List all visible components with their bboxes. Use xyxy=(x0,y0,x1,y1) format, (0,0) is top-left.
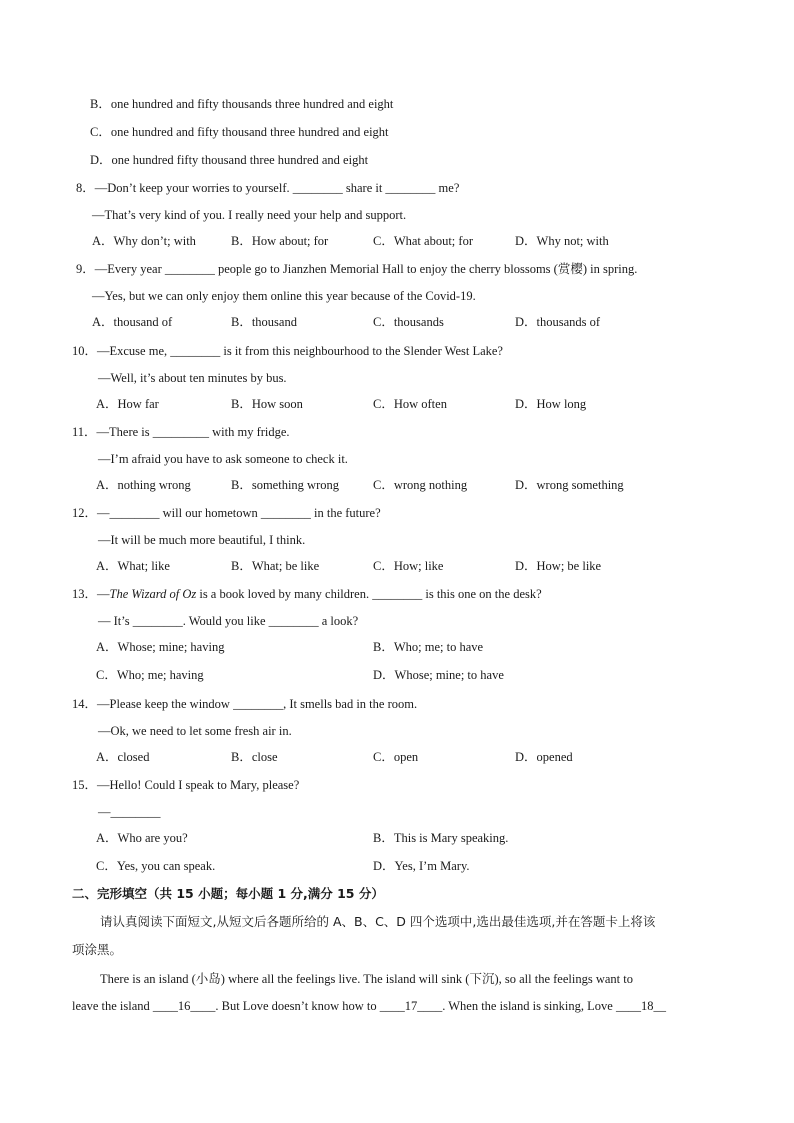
q10-option-a: A．How far xyxy=(96,397,159,411)
q14-option-c: C．open xyxy=(373,750,419,764)
q13-option-b: B．Who; me; to have xyxy=(373,640,484,654)
q15-option-d: D．Yes, I’m Mary. xyxy=(373,859,470,873)
q8-option-b: B．How about; for xyxy=(231,234,329,248)
q9-option-d: D．thousands of xyxy=(515,315,601,329)
q11-option-d: D．wrong something xyxy=(515,478,624,492)
q12-stem: 12．—________ will our hometown ________ in the future? xyxy=(72,506,381,520)
q12-option-c: C．How; like xyxy=(373,559,444,573)
q8-option-a: A．Why don’t; with xyxy=(92,234,196,248)
q14-option-b: B．close xyxy=(231,750,278,764)
q14-option-a: A．closed xyxy=(96,750,150,764)
q13-stem xyxy=(72,586,542,602)
q10-option-c: C．How often xyxy=(373,397,447,411)
q10-response: —Well, it’s about ten minutes by bus. xyxy=(98,371,287,385)
q7-option-c: C．one hundred and fifty thousand three hundred and eight xyxy=(90,125,389,139)
q13-option-c: C．Who; me; having xyxy=(96,668,204,682)
q13-option-a: A．Whose; mine; having xyxy=(96,640,225,654)
q9-option-c: C．thousands xyxy=(373,315,444,329)
q14-stem: 14．—Please keep the window ________, It smells bad in the room. xyxy=(72,697,418,711)
q10-stem: 10．—Excuse me, ________ is it from this neighbourhood to the Slender West Lake? xyxy=(72,344,503,358)
q15-stem: 15．—Hello! Could I speak to Mary, please? xyxy=(72,778,300,792)
passage-text-c: . When the island is sinking, Love xyxy=(442,999,616,1013)
blank-18: ____18__ xyxy=(615,999,666,1013)
section-instruction-cont: 项涂黑。 xyxy=(72,942,123,957)
q13-book-title: The Wizard of Oz xyxy=(109,587,197,601)
q12-option-d: D．How; be like xyxy=(515,559,602,573)
blank-16: ____16____ xyxy=(152,999,216,1013)
q8-response: —That’s very kind of you. I really need your help and support. xyxy=(92,208,407,222)
blank-17: ____17____ xyxy=(379,999,443,1013)
passage-text-b: . But Love doesn’t know how to xyxy=(215,999,380,1013)
q11-option-c: C．wrong nothing xyxy=(373,478,468,492)
q8-option-d: D．Why not; with xyxy=(515,234,609,248)
q13-option-d: D．Whose; mine; to have xyxy=(373,668,504,682)
passage-line-1: There is an island (小岛) where all the feelings live. The island will sink (下沉), so all the feelings want to xyxy=(100,972,633,986)
q14-option-d: D．opened xyxy=(515,750,573,764)
q15-option-c: C．Yes, you can speak. xyxy=(96,859,216,873)
passage-line-2 xyxy=(72,998,666,1014)
q8-option-c: C．What about; for xyxy=(373,234,473,248)
q14-response: —Ok, we need to let some fresh air in. xyxy=(98,724,292,738)
q10-option-b: B．How soon xyxy=(231,397,303,411)
q9-response: —Yes, but we can only enjoy them online this year because of the Covid-19. xyxy=(92,289,476,303)
q12-option-b: B．What; be like xyxy=(231,559,320,573)
q7-option-d: D．one hundred fifty thousand three hundred and eight xyxy=(90,153,369,167)
q13-response: — It’s ________. Would you like ________ a look? xyxy=(98,614,359,628)
q11-stem: 11．—There is _________ with my fridge. xyxy=(72,425,290,439)
q12-response: —It will be much more beautiful, I think. xyxy=(98,533,306,547)
q15-option-b: B．This is Mary speaking. xyxy=(373,831,509,845)
section-instruction: 请认真阅读下面短文,从短文后各题所给的 A、B、C、D 四个选项中,选出最佳选项,并在答题卡上将该 xyxy=(100,914,656,929)
q9-option-b: B．thousand xyxy=(231,315,297,329)
q11-option-a: A．nothing wrong xyxy=(96,478,191,492)
q15-option-a: A．Who are you? xyxy=(96,831,188,845)
q10-option-d: D．How long xyxy=(515,397,587,411)
q11-response: —I’m afraid you have to ask someone to check it. xyxy=(98,452,348,466)
q12-option-a: A．What; like xyxy=(96,559,170,573)
q13-prefix: 13．— xyxy=(72,587,110,601)
q13-stem-rest: is a book loved by many children. ________ is this one on the desk? xyxy=(196,587,542,601)
q11-option-b: B．something wrong xyxy=(231,478,339,492)
q15-response: —________ xyxy=(98,805,161,819)
section-heading: 二、完形填空（共 15 小题；每小题 1 分,满分 15 分） xyxy=(72,886,384,901)
q9-option-a: A．thousand of xyxy=(92,315,173,329)
passage-text-a: leave the island xyxy=(72,999,153,1013)
q8-stem: 8．—Don’t keep your worries to yourself. ________ share it ________ me? xyxy=(76,181,460,195)
q9-stem: 9．—Every year ________ people go to Jianzhen Memorial Hall to enjoy the cherry blossoms (赏樱) in spring. xyxy=(76,262,638,276)
q7-option-b: B．one hundred and fifty thousands three hundred and eight xyxy=(90,97,394,111)
